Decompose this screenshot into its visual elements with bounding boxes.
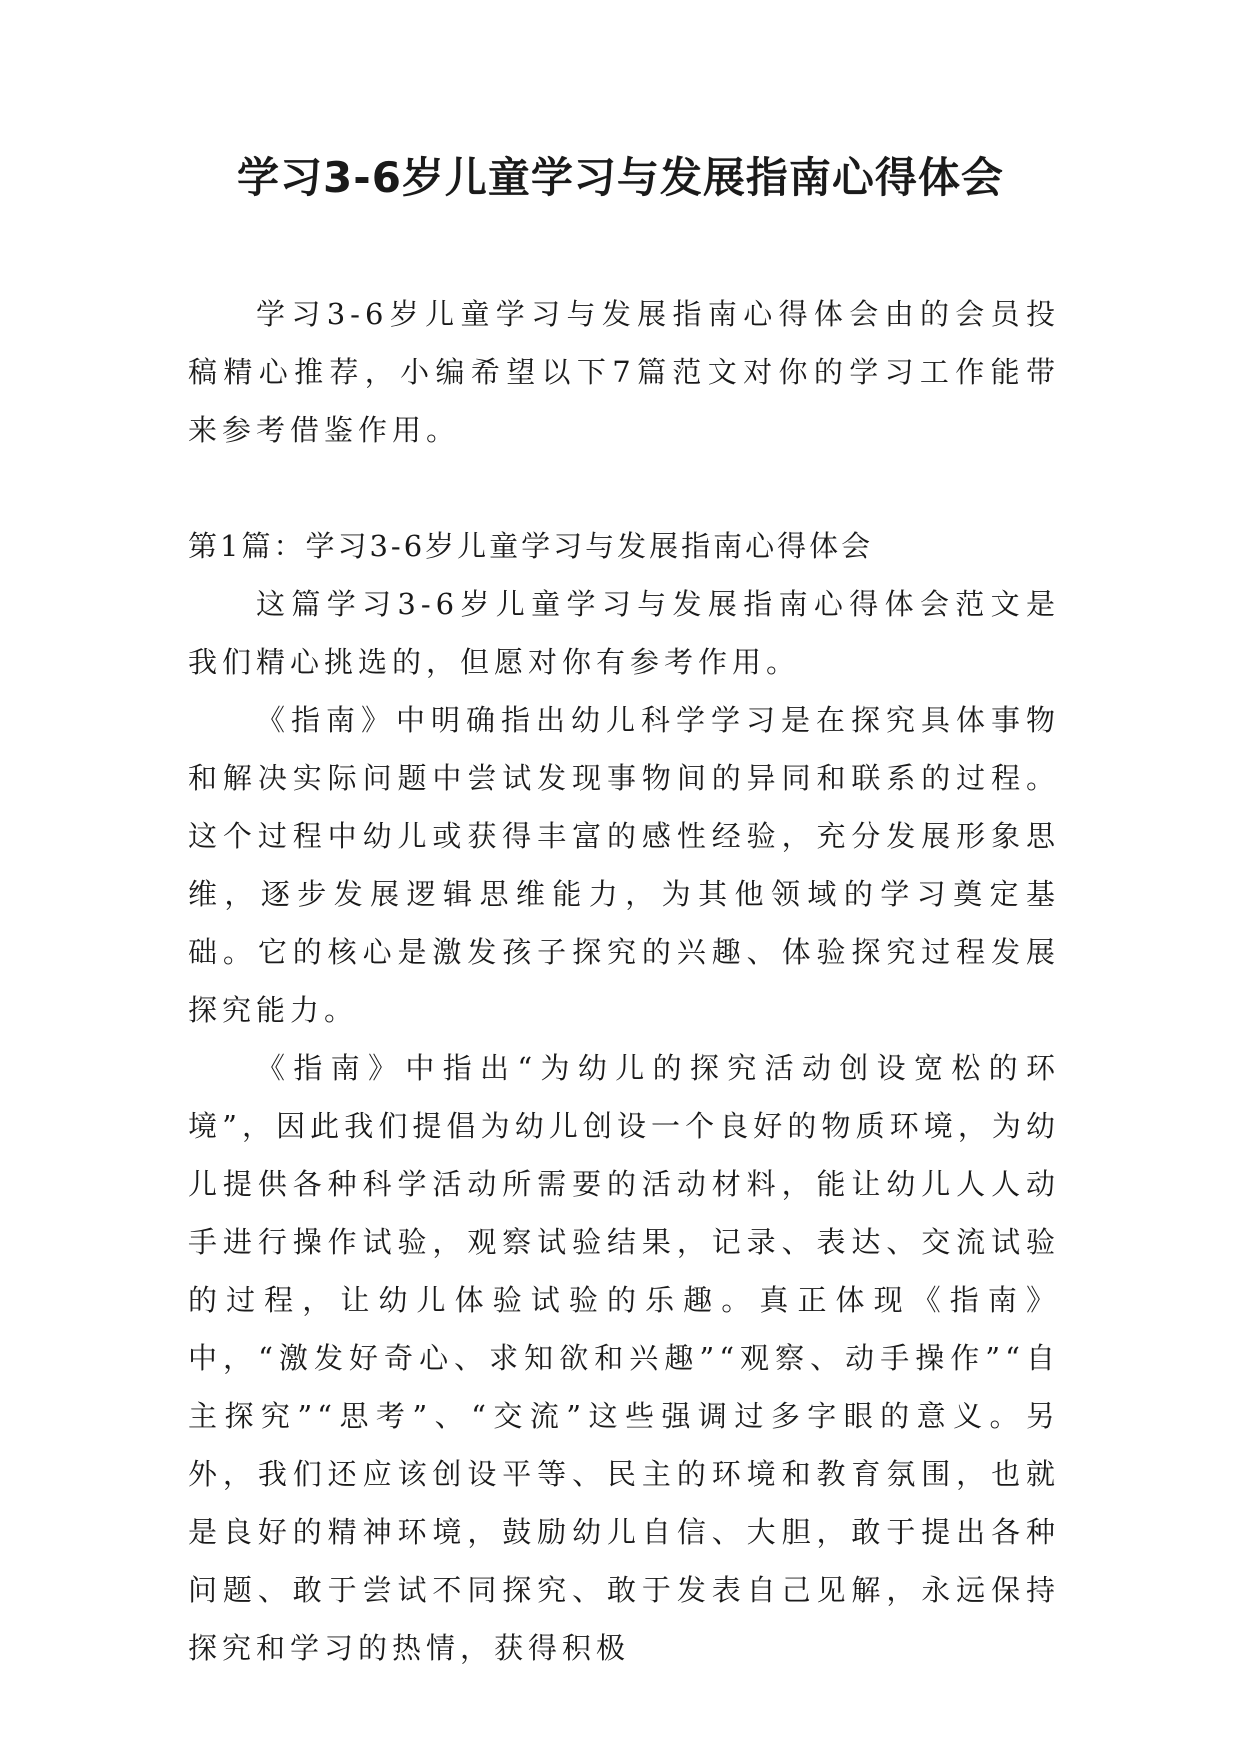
intro-paragraph: 学习3-6岁儿童学习与发展指南心得体会由的会员投稿精心推荐，小编希望以下7篇范文对你的学习工作能带来参考借鉴作用。: [188, 297, 1060, 447]
body-paragraph: 《指南》中明确指出幼儿科学学习是在探究具体事物和解决实际问题中尝试发现事物间的异同和联系的过程。这个过程中幼儿或获得丰富的感性经验，充分发展形象思维，逐步发展逻辑思维能力，为其他领域的学习奠定基础。它的核心是激发孩子探究的兴趣、体验探究过程发展探究能力。: [188, 703, 1060, 1027]
body-paragraph: 《指南》中指出“为幼儿的探究活动创设宽松的环境”，因此我们提倡为幼儿创设一个良好的物质环境，为幼儿提供各种科学活动所需要的活动材料，能让幼儿人人动手进行操作试验，观察试验结果，记录、表达、交流试验的过程，让幼儿体验试验的乐趣。真正体现《指南》中，“激发好奇心、求知欲和兴趣”“观察、动手操作”“自主探究”“思考”、“交流”这些强调过多字眼的意义。另外，我们还应该创设平等、民主的环境和教育氛围，也就是良好的精神环境，鼓励幼儿自信、大胆，敢于提出各种问题、敢于尝试不同探究、敢于发表自己见解，永远保持探究和学习的热情，获得积极: [188, 1051, 1060, 1665]
body-paragraph: 这篇学习3-6岁儿童学习与发展指南心得体会范文是我们精心挑选的，但愿对你有参考作用。: [188, 587, 1060, 679]
document-title: 学习3-6岁儿童学习与发展指南心得体会: [237, 153, 1004, 202]
section-heading: 第1篇：学习3-6岁儿童学习与发展指南心得体会: [188, 529, 874, 563]
document-body: [188, 285, 1060, 1677]
